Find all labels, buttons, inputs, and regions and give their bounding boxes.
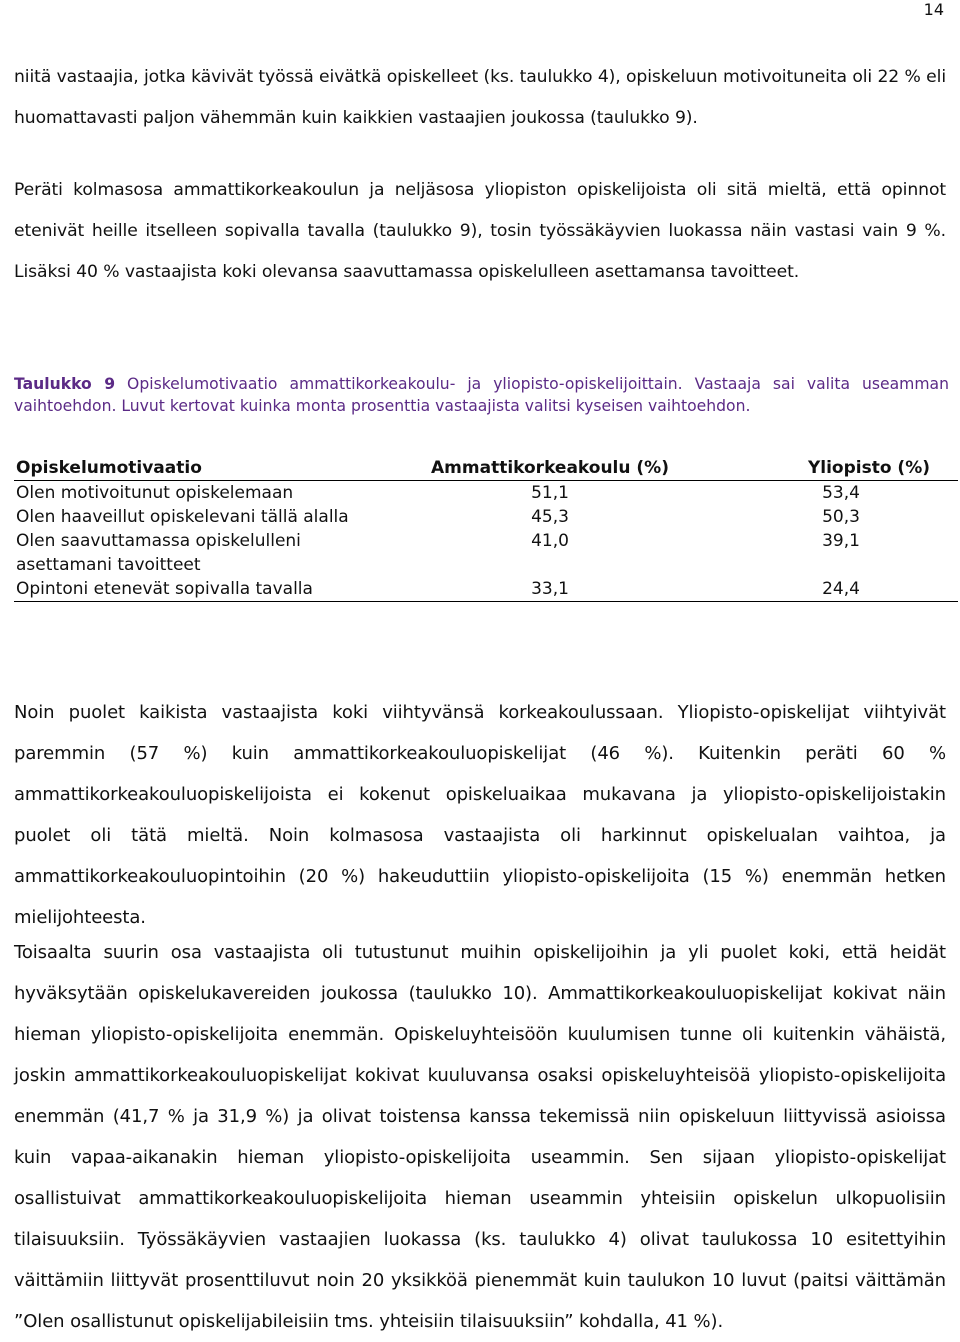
table-row [14, 481, 958, 506]
row-amk-value: 51,1 [531, 483, 569, 503]
table-caption-text: Opiskelumotivaatio ammattikorkeakoulu- ja yliopisto-opiskelijoittain. Vastaaja sai valita useamman vaihtoehdon. Luvut kertovat kuinka monta prosenttia vastaajista valitsi kyseisen vaihtoehdon. [14, 375, 949, 415]
row-label: Olen motivoitunut opiskelemaan [16, 483, 294, 503]
header-amk: Ammattikorkeakoulu (%) [378, 455, 722, 481]
row-university-value: 39,1 [822, 531, 860, 551]
page-number: 14 [923, 0, 944, 19]
table-row [14, 529, 958, 577]
motivation-table [14, 455, 958, 602]
table-caption [14, 373, 949, 417]
table-row [14, 505, 958, 529]
row-label: Opintoni etenevät sopivalla tavalla [14, 577, 378, 602]
row-label: Olen haaveillut opiskelevani tällä alalla [16, 507, 349, 527]
row-university-value: 24,4 [722, 577, 958, 602]
row-amk-value: 41,0 [531, 531, 569, 551]
header-university: Yliopisto (%) [722, 455, 958, 481]
table-row [14, 577, 958, 602]
row-amk-value: 45,3 [531, 507, 569, 527]
paragraph-intro: niitä vastaajia, jotka kävivät työssä eivätkä opiskelleet (ks. taulukko 4), opiskeluun motivoituneita oli 22 % eli huomattavasti paljon vähemmän kuin kaikkien vastaajien joukossa (taulukko 9). [14, 67, 946, 128]
row-university-value: 50,3 [822, 507, 860, 527]
row-label: Olen saavuttamassa opiskelulleni asettamani tavoitteet [16, 531, 301, 575]
row-amk-value: 33,1 [378, 577, 722, 602]
table-caption-label: Taulukko 9 [14, 375, 116, 393]
table-header-row [14, 455, 958, 481]
row-university-value: 53,4 [822, 483, 860, 503]
paragraph-community: Toisaalta suurin osa vastaajista oli tutustunut muihin opiskelijoihin ja yli puolet koki, että heidät hyväksytään opiskelukavereiden joukossa (taulukko 10). Ammattikorkeakouluopiskelijat kokivat näin hieman yliopisto-opiskelijoita enemmän. Opiskeluyhteisöön kuulumisen tunne oli kuitenkin vähäistä, joskin ammattikorkeakouluopiskelijat kokivat kuuluvansa osaksi opiskeluyhteisöä yliopisto-opiskelijoita enemmän (41,7 % ja 31,9 %) ja olivat toistensa kanssa tekemissä niin opiskeluun liittyvissä asioissa kuin vapaa-aikanakin hieman yliopisto-opiskelijoita useammin. Sen sijaan yliopisto-opiskelijat osallistuivat ammattikorkeakouluopiskelijoita hieman useammin yhteisiin opiskelun ulkopuolisiin tilaisuuksiin. Työssäkäyvien vastaajien luokassa (ks. taulukko 4) olivat taulukossa 10 esitettyihin väittämiin liittyvät prosenttiluvut noin 20 yksikköä pienemmät kuin taulukon 10 luvut (paitsi väittämän ”Olen osallistunut opiskelijabileisiin tms. yhteisiin tilaisuuksiin” kohdalla, 41 %). [14, 942, 946, 1332]
paragraph-progress: Peräti kolmasosa ammattikorkeakoulun ja neljäsosa yliopiston opiskelijoista oli sitä mieltä, että opinnot etenivät heille itselleen sopivalla tavalla (taulukko 9), tosin työssäkäyvien luokassa näin vastasi vain 9 %. Lisäksi 40 % vastaajista koki olevansa saavuttamassa opiskelulleen asettamansa tavoitteet. [14, 180, 946, 282]
header-motivation: Opiskelumotivaatio [14, 455, 378, 481]
paragraph-wellbeing: Noin puolet kaikista vastaajista koki viihtyvänsä korkeakoulussaan. Yliopisto-opiskelijat viihtyivät paremmin (57 %) kuin ammattikorkeakouluopiskelijat (46 %). Kuitenkin peräti 60 % ammattikorkeakouluopiskelijoista ei kokenut opiskeluaikaa mukavana ja yliopisto-opiskelijoistakin puolet oli tätä mieltä. Noin kolmasosa vastaajista oli harkinnut opiskelualan vaihtoa, ja ammattikorkeakouluopintoihin (20 %) hakeuduttiin yliopisto-opiskelijoita (15 %) enemmän hetken mielijohteesta. [14, 702, 946, 928]
